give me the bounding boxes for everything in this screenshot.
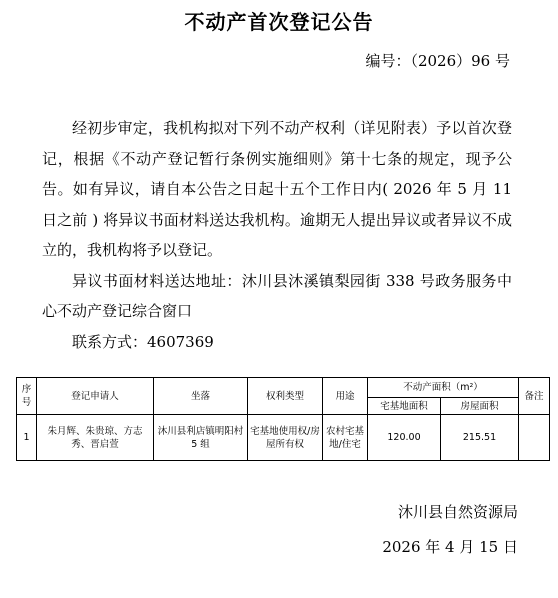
header-remark: 备注 xyxy=(519,378,550,415)
issuing-organization: 沐川县自然资源局 xyxy=(397,503,518,521)
notice-body xyxy=(42,113,512,357)
cell-location: 沐川县利店镇明阳村 5 组 xyxy=(154,415,248,461)
header-area-group: 不动产面积（m²） xyxy=(368,378,519,398)
header-location: 坐落 xyxy=(154,378,248,415)
notice-paragraph-address: 异议书面材料送达地址：沐川县沐溪镇梨园街 338 号政务服务中心不动产登记综合窗口 xyxy=(42,271,512,320)
header-land-area: 宅基地面积 xyxy=(368,398,441,415)
issue-date: 2026 年 4 月 15 日 xyxy=(382,538,518,556)
notice-paragraph-review: 经初步审定，我机构拟对下列不动产权利（详见附表）予以首次登记，根据《不动产登记暂行条例实施细则》第十七条的规定，现予公告。如有异议，请自本公告之日起十五个工作日内( 2026 年 5 月 11 日之前 ) 将异议书面材料送达我机构。逾期无人提出异议或者异议不成立的，我机构将予以登记。 xyxy=(42,119,512,259)
header-right-type: 权利类型 xyxy=(248,378,323,415)
cell-remark xyxy=(519,415,550,461)
cell-land-area: 120.00 xyxy=(368,415,441,461)
notice-title: 不动产首次登记公告 xyxy=(184,10,374,34)
cell-applicant: 朱月辉、朱贵琼、方志秀、晋启萱 xyxy=(37,415,154,461)
document-number: 编号：（2026）96 号 xyxy=(365,52,510,70)
notice-contact: 联系方式：4607369 xyxy=(72,332,214,351)
cell-seq: 1 xyxy=(17,415,37,461)
cell-usage: 农村宅基地/住宅 xyxy=(323,415,368,461)
cell-house-area: 215.51 xyxy=(441,415,519,461)
header-seq: 序号 xyxy=(17,378,37,415)
cell-right-type: 宅基地使用权/房屋所有权 xyxy=(248,415,323,461)
table-row xyxy=(17,415,550,461)
header-applicant: 登记申请人 xyxy=(37,378,154,415)
header-usage: 用途 xyxy=(323,378,368,415)
header-house-area: 房屋面积 xyxy=(441,398,519,415)
registration-table xyxy=(16,377,550,461)
